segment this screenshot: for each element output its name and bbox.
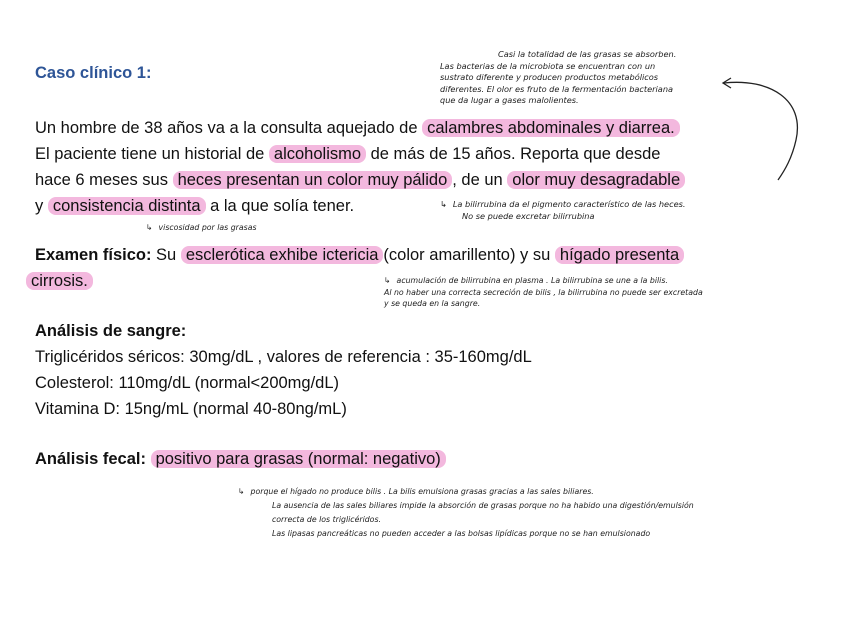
note-line: y se queda en la sangre. <box>384 299 481 308</box>
note-line: Al no haber una correcta secreción de bilis , la bilirrubina no puede ser excretada <box>384 287 703 297</box>
blood-label: Análisis de sangre: <box>35 322 187 340</box>
note-line: La ausencia de las sales biliares impide la absorción de grasas porque no ha habido una digestión/emulsión <box>272 501 694 510</box>
note-line: correcta de los triglicéridos. <box>272 515 381 524</box>
note-line: Las lipasas pancreáticas no pueden acceder a las bolsas lipídicas porque no se han emulsionado <box>272 529 651 538</box>
arrow-icon: ↳ <box>238 487 245 496</box>
fecal-label: Análisis fecal: <box>35 450 146 468</box>
note-liver <box>238 485 694 541</box>
arrow-icon: ↳ <box>384 276 391 285</box>
highlight-alcoholism: alcoholismo <box>269 145 366 163</box>
note-line: acumulación de bilirrubina en plasma . La bilirrubina se une a la bilis. <box>396 276 668 285</box>
note-line: Casi la totalidad de las grasas se absorben. <box>498 49 677 59</box>
case-title: Caso clínico 1: <box>35 64 152 82</box>
note-line: diferentes. El olor es fruto de la fermentación bacteriana <box>440 83 674 94</box>
note-line: sustrato diferente y producen productos metabólicos <box>440 72 659 82</box>
note-viscosity <box>146 222 257 234</box>
note-line: viscosidad por las grasas <box>158 223 257 232</box>
note-line: Las bacterias de la microbiota se encuentran con un <box>440 60 656 71</box>
text: El paciente tiene un historial de <box>35 145 269 163</box>
arrow-icon: ↳ <box>440 199 447 209</box>
blood-line-2: Colesterol: 110mg/dL (normal<200mg/dL) <box>35 374 340 392</box>
highlight-fecal-result: positivo para grasas (normal: negativo) <box>151 450 446 468</box>
highlight-pale-stool: heces presentan un color muy pálido <box>173 171 453 189</box>
text: de más de 15 años. Reporta que desde <box>366 145 661 163</box>
highlight-cirrhosis: cirrosis. <box>26 272 93 290</box>
text: y <box>35 197 48 215</box>
arrow-icon: ↳ <box>146 223 153 232</box>
note-line: No se puede excretar bilirrubina <box>462 210 595 221</box>
text: Un hombre de 38 años va a la consulta aquejado de <box>35 119 423 137</box>
blood-line-3: Vitamina D: 15ng/mL (normal 40-80ng/mL) <box>35 400 347 418</box>
text: hace 6 meses sus <box>35 171 173 189</box>
text: , de un <box>452 171 508 189</box>
highlight-consistency: consistencia distinta <box>48 197 206 215</box>
text: a la que solía tener. <box>205 197 355 215</box>
exam-label: Examen físico: <box>35 246 152 264</box>
highlight-abdominal-cramps: calambres abdominales y diarrea. <box>422 119 680 137</box>
note-line: que da lugar a gases malolientes. <box>440 95 579 105</box>
note-line: porque el hígado no produce bilis . La bilis emulsiona grasas gracias a las sales biliares. <box>250 487 594 496</box>
highlight-liver: hígado presenta <box>555 246 684 264</box>
text: Su <box>151 246 181 264</box>
text: (color amarillento) y su <box>383 246 555 264</box>
highlight-jaundice: esclerótica exhibe ictericia <box>181 246 384 264</box>
highlight-bad-odor: olor muy desagradable <box>507 171 685 189</box>
note-bilirubin <box>440 199 686 222</box>
note-line: La bilirrubina da el pigmento característico de las heces. <box>452 199 686 209</box>
note-plasma <box>384 275 703 310</box>
blood-line-1: Triglicéridos séricos: 30mg/dL , valores de referencia : 35-160mg/dL <box>35 348 532 366</box>
